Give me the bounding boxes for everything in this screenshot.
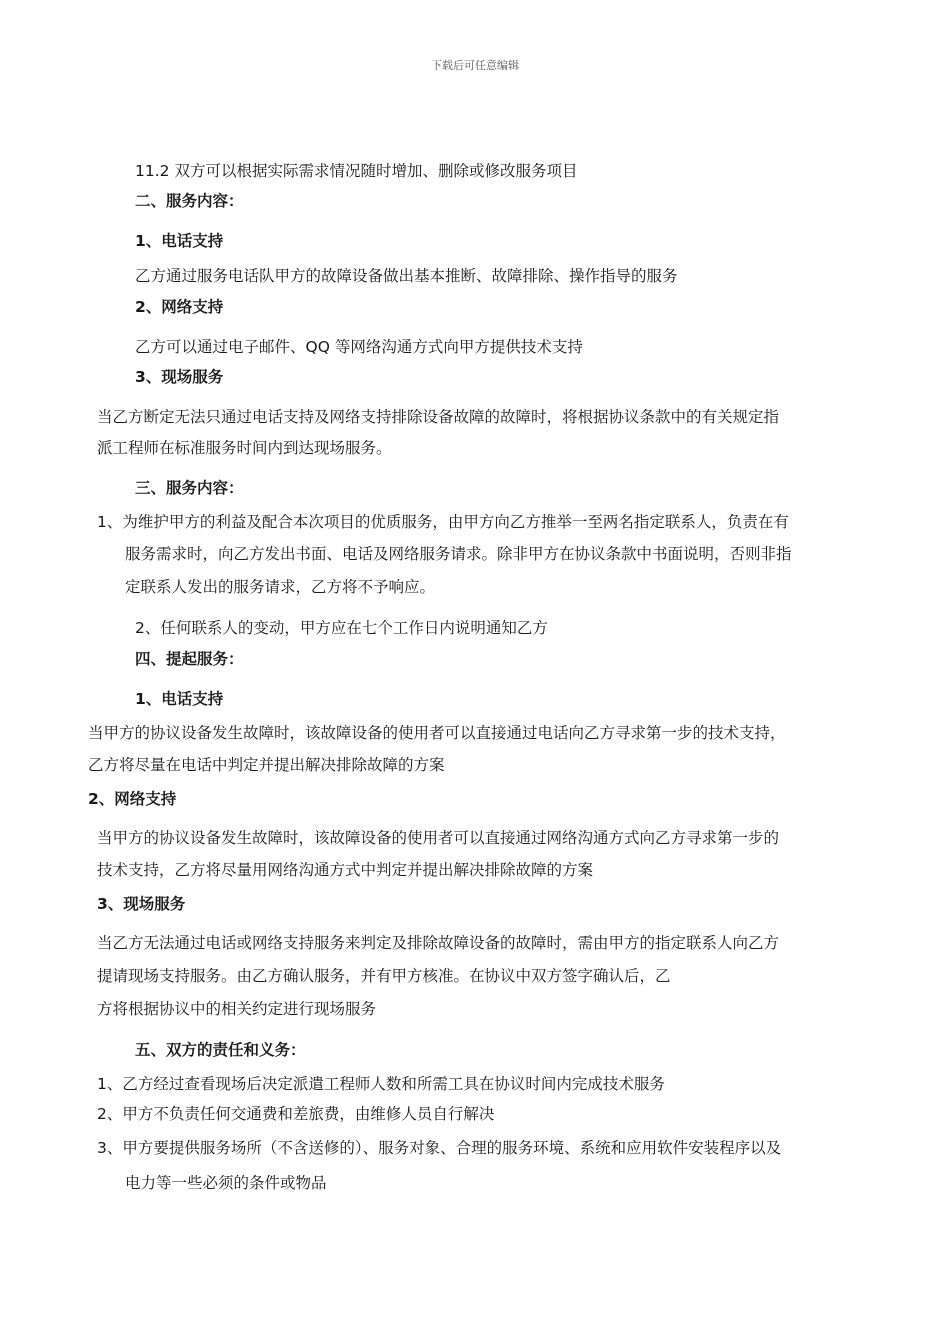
clause-11-2: 11.2 双方可以根据实际需求情况随时增加、删除或修改服务项目	[135, 162, 578, 180]
subheading-phone-support: 1、电话支持	[135, 690, 224, 708]
paragraph-line: 派工程师在标准服务时间内到达现场服务。	[97, 439, 392, 457]
section-heading-service-content-3: 三、服务内容：	[135, 479, 244, 497]
list-item-continuation: 服务需求时，向乙方发出书面、电话及网络服务请求。除非甲方在协议条款中书面说明，否则非指	[125, 545, 792, 563]
page-header: 下载后可任意编辑	[431, 59, 519, 72]
paragraph-line: 乙方将尽量在电话中判定并提出解决排除故障的方案	[88, 756, 445, 774]
list-item: 3、甲方要提供服务场所（不含送修的）、服务对象、合理的服务环境、系统和应用软件安装程序以及	[97, 1139, 782, 1157]
list-item: 2、任何联系人的变动，甲方应在七个工作日内说明通知乙方	[135, 619, 548, 637]
section-heading-request-service: 四、提起服务：	[135, 650, 244, 668]
subheading-phone-support: 1、电话支持	[135, 232, 224, 250]
paragraph-line: 乙方通过服务电话队甲方的故障设备做出基本推断、故障排除、操作指导的服务	[135, 267, 678, 285]
paragraph-line: 当甲方的协议设备发生故障时，该故障设备的使用者可以直接通过网络沟通方式向乙方寻求第一步的	[97, 829, 780, 847]
list-item-continuation: 定联系人发出的服务请求，乙方将不予响应。	[125, 578, 436, 596]
subheading-onsite-service: 3、现场服务	[97, 895, 186, 913]
paragraph-line: 当乙方无法通过电话或网络支持服务来判定及排除故障设备的故障时，需由甲方的指定联系人向乙方	[97, 934, 780, 952]
section-heading-service-content: 二、服务内容：	[135, 192, 244, 210]
list-item: 2、甲方不负责任何交通费和差旅费，由维修人员自行解决	[97, 1105, 495, 1123]
list-item: 1、为维护甲方的利益及配合本次项目的优质服务，由甲方向乙方推举一至两名指定联系人，负责在有	[97, 513, 789, 531]
paragraph-line: 当甲方的协议设备发生故障时，该故障设备的使用者可以直接通过电话向乙方寻求第一步的技术支持，	[88, 724, 786, 742]
paragraph-line: 提请现场支持服务。由乙方确认服务，并有甲方核准。在协议中双方签字确认后，乙	[97, 967, 671, 985]
list-item-continuation: 电力等一些必须的条件或物品	[125, 1174, 327, 1192]
subheading-onsite-service: 3、现场服务	[135, 368, 224, 386]
paragraph-line: 方将根据协议中的相关约定进行现场服务	[97, 1000, 377, 1018]
paragraph-line: 技术支持，乙方将尽量用网络沟通方式中判定并提出解决排除故障的方案	[97, 861, 594, 879]
paragraph-line: 当乙方断定无法只通过电话支持及网络支持排除设备故障的故障时，将根据协议条款中的有关规定指	[97, 408, 780, 426]
section-heading-responsibilities: 五、双方的责任和义务：	[135, 1041, 306, 1059]
paragraph-line: 乙方可以通过电子邮件、QQ 等网络沟通方式向甲方提供技术支持	[135, 338, 583, 356]
subheading-network-support: 2、网络支持	[88, 790, 177, 808]
subheading-network-support: 2、网络支持	[135, 298, 224, 316]
list-item: 1、乙方经过查看现场后决定派遣工程师人数和所需工具在协议时间内完成技术服务	[97, 1075, 665, 1093]
